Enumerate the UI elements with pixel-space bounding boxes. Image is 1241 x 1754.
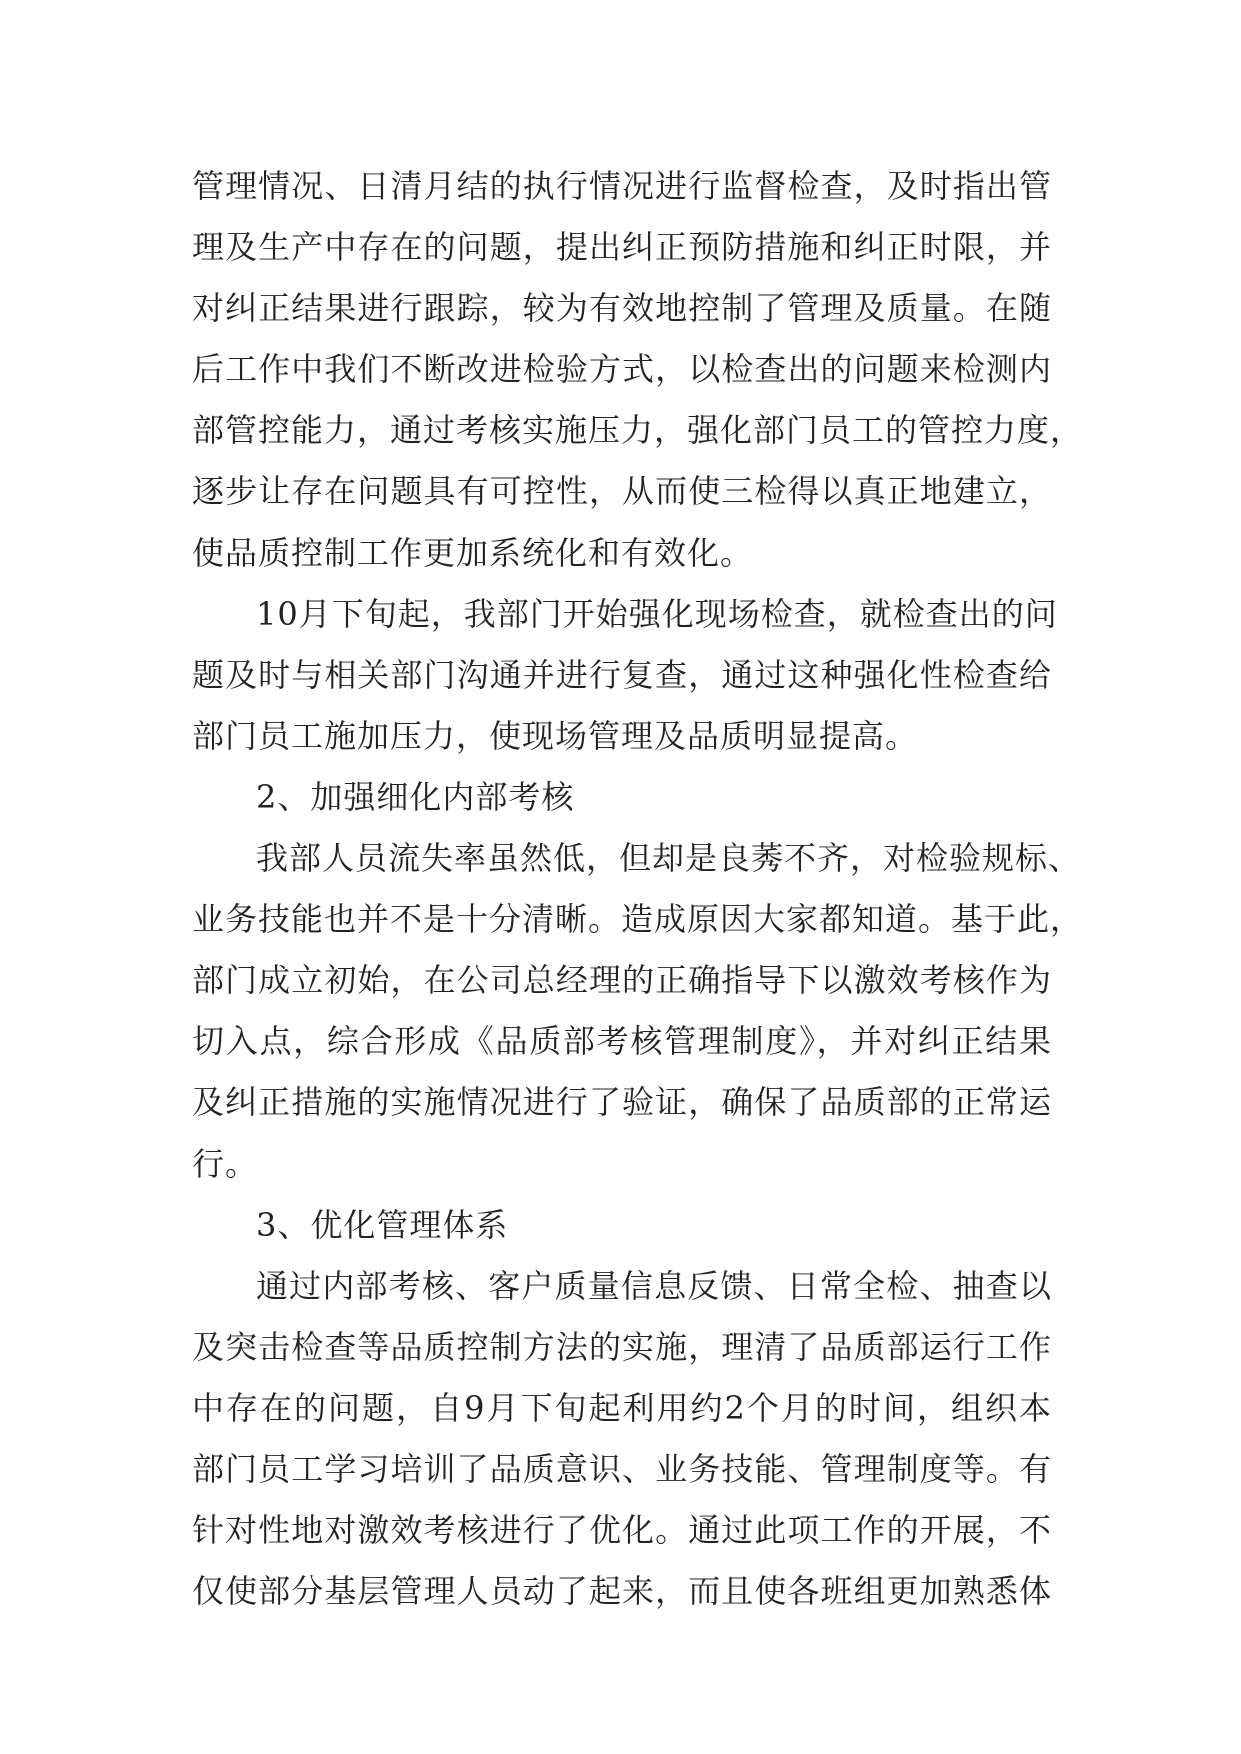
text-line: 我部人员流失率虽然低，但却是良莠不齐，对检验规标、 bbox=[256, 839, 1082, 878]
text-line: 3、优化管理体系 bbox=[256, 1205, 509, 1244]
text-line: 管理情况、日清月结的执行情况进行监督检查，及时指出管 bbox=[192, 167, 1052, 205]
document-body bbox=[192, 156, 1084, 1622]
text-line: 部管控能力，通过考核实施压力，强化部门员工的管控力度， bbox=[192, 411, 1084, 450]
text-line: 部门员工学习培训了品质意识、业务技能、管理制度等。有 bbox=[192, 1449, 1052, 1488]
text-line: 切入点，综合形成《品质部考核管理制度》，并对纠正结果 bbox=[192, 1022, 1052, 1061]
text-line: 题及时与相关部门沟通并进行复查，通过这种强化性检查给 bbox=[192, 655, 1052, 694]
text-line: 中存在的问题，自9月下旬起利用约2个月的时间，组织本 bbox=[192, 1388, 1052, 1427]
text-line: 通过内部考核、客户质量信息反馈、日常全检、抽查以 bbox=[256, 1266, 1052, 1305]
text-line: 10月下旬起，我部门开始强化现场检查，就检查出的问 bbox=[256, 594, 1058, 633]
text-line: 针对性地对激效考核进行了优化。通过此项工作的开展，不 bbox=[192, 1511, 1052, 1550]
text-line: 部门员工施加压力，使现场管理及品质明显提高。 bbox=[192, 716, 919, 755]
text-line: 仅使部分基层管理人员动了起来，而且使各班组更加熟悉体 bbox=[192, 1572, 1052, 1611]
text-line: 及纠正措施的实施情况进行了验证，确保了品质部的正常运 bbox=[192, 1083, 1052, 1122]
text-line: 及突击检查等品质控制方法的实施，理清了品质部运行工作 bbox=[192, 1327, 1052, 1366]
text-line: 部门成立初始，在公司总经理的正确指导下以激效考核作为 bbox=[192, 961, 1052, 1000]
text-line: 对纠正结果进行跟踪，较为有效地控制了管理及质量。在随 bbox=[192, 289, 1052, 328]
text-line: 逐步让存在问题具有可控性，从而使三检得以真正地建立， bbox=[192, 472, 1052, 511]
text-line: 使品质控制工作更加系统化和有效化。 bbox=[192, 533, 754, 572]
text-line: 业务技能也并不是十分清晰。造成原因大家都知道。基于此， bbox=[192, 900, 1084, 939]
text-line: 行。 bbox=[192, 1144, 259, 1183]
text-line: 后工作中我们不断改进检验方式，以检查出的问题来检测内 bbox=[192, 350, 1052, 389]
text-line: 2、加强细化内部考核 bbox=[256, 777, 575, 816]
text-line: 理及生产中存在的问题，提出纠正预防措施和纠正时限，并 bbox=[192, 228, 1052, 267]
